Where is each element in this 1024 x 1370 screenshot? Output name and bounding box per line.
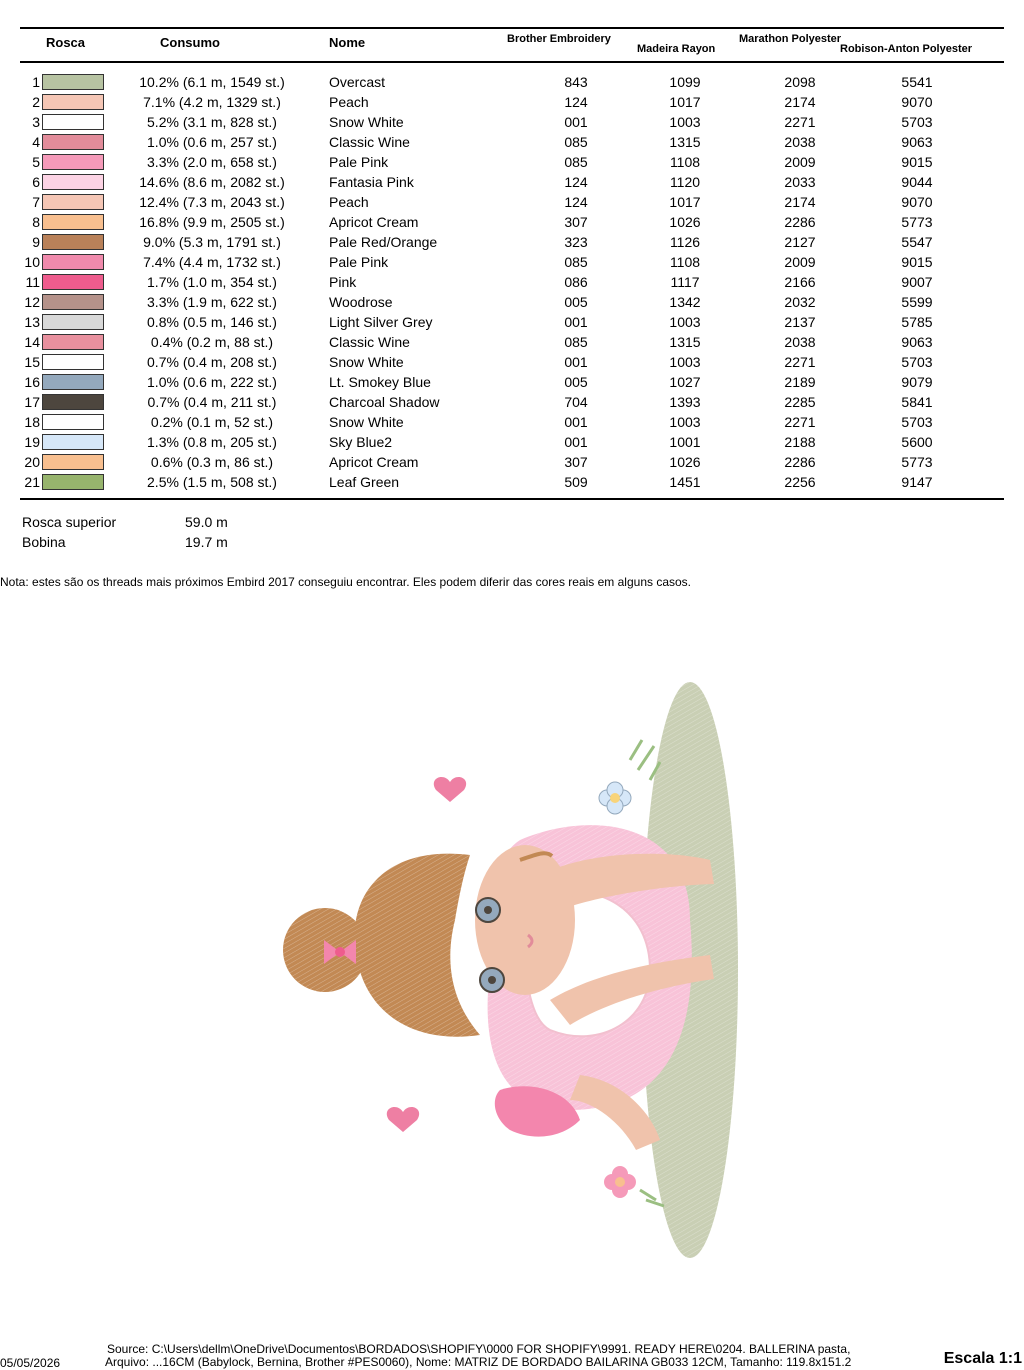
footer-source: Source: C:\Users\dellm\OneDrive\Documentos\BORDADOS\SHOPIFY\0000 FOR SHOPIFY\9991. READY HERE\0204. BALLERINA pasta,	[107, 1342, 851, 1356]
thread-number: 19	[24, 434, 40, 450]
thread-madeira-code: 1117	[670, 274, 700, 290]
thread-row	[0, 152, 1024, 172]
thread-brother-code: 086	[564, 274, 588, 290]
thread-number: 15	[24, 354, 40, 370]
thread-madeira-code: 1003	[669, 114, 701, 130]
thread-name: Classic Wine	[329, 334, 410, 350]
thread-marathon-code: 2127	[784, 234, 816, 250]
thread-madeira-code: 1026	[669, 454, 701, 470]
thread-row	[0, 392, 1024, 412]
thread-name: Pale Pink	[329, 254, 389, 270]
thread-row	[0, 192, 1024, 212]
thread-consumo: 1.0% (0.6 m, 257 st.)	[147, 134, 277, 150]
thread-number: 10	[24, 254, 40, 270]
thread-consumo: 0.8% (0.5 m, 146 st.)	[147, 314, 277, 330]
thread-madeira-code: 1003	[669, 414, 701, 430]
heart-top	[434, 777, 466, 802]
header-robison: Robison-Anton Polyester	[840, 43, 973, 55]
thread-robison-code: 9063	[901, 334, 933, 350]
footer-arquivo: Arquivo: ...16CM (Babylock, Bernina, Brother #PES0060), Nome: MATRIZ DE BORDADO BAILARINA GB033 12CM, Tamanho: 119.8x151.2	[105, 1355, 852, 1369]
thread-color-swatch	[42, 374, 104, 390]
thread-robison-code: 5773	[901, 214, 933, 230]
thread-number: 2	[32, 94, 40, 110]
thread-brother-code: 085	[564, 134, 588, 150]
heart-bottom	[387, 1107, 419, 1132]
thread-name: Lt. Smokey Blue	[329, 374, 431, 390]
header-brother: Brother Embroidery	[507, 33, 611, 45]
thread-marathon-code: 2174	[784, 194, 816, 210]
thread-row	[0, 172, 1024, 192]
thread-brother-code: 307	[564, 214, 588, 230]
thread-brother-code: 085	[564, 334, 588, 350]
thread-robison-code: 9015	[901, 254, 933, 270]
summary-top-value: 59.0 m	[185, 514, 228, 530]
thread-color-swatch	[42, 254, 104, 270]
thread-madeira-code: 1099	[669, 74, 701, 90]
thread-name: Peach	[329, 94, 369, 110]
thread-madeira-code: 1017	[669, 94, 701, 110]
thread-number: 18	[24, 414, 40, 430]
thread-madeira-code: 1120	[669, 174, 701, 190]
thread-marathon-code: 2256	[784, 474, 816, 490]
thread-name: Snow White	[329, 414, 404, 430]
thread-consumo: 1.7% (1.0 m, 354 st.)	[147, 274, 277, 290]
thread-marathon-code: 2038	[784, 134, 816, 150]
thread-color-swatch	[42, 294, 104, 310]
thread-name: Leaf Green	[329, 474, 400, 490]
thread-robison-code: 9147	[901, 474, 933, 490]
embroidery-design-preview	[270, 670, 770, 1270]
pink-flower	[604, 1166, 636, 1198]
thread-row	[0, 452, 1024, 472]
thread-madeira-code: 1342	[669, 294, 701, 310]
thread-brother-code: 001	[564, 114, 588, 130]
header-consumo: Consumo	[160, 35, 220, 50]
thread-marathon-code: 2189	[784, 374, 816, 390]
thread-consumo: 1.0% (0.6 m, 222 st.)	[147, 374, 277, 390]
thread-consumo: 0.2% (0.1 m, 52 st.)	[150, 414, 274, 430]
thread-robison-code: 9015	[901, 154, 933, 170]
summary-top-label: Rosca superior	[22, 514, 117, 530]
thread-madeira-code: 1315	[669, 134, 701, 150]
thread-name: Fantasia Pink	[329, 174, 414, 190]
thread-name: Charcoal Shadow	[329, 394, 440, 410]
thread-number: 9	[32, 234, 40, 250]
thread-madeira-code: 1393	[669, 394, 701, 410]
thread-robison-code: 9079	[901, 374, 933, 390]
thread-consumo: 10.2% (6.1 m, 1549 st.)	[139, 74, 285, 90]
thread-marathon-code: 2188	[784, 434, 816, 450]
thread-consumo: 2.5% (1.5 m, 508 st.)	[147, 474, 277, 490]
thread-madeira-code: 1108	[669, 254, 701, 270]
thread-color-swatch	[42, 94, 104, 110]
thread-number: 12	[24, 294, 40, 310]
thread-color-swatch	[42, 334, 104, 350]
thread-marathon-code: 2009	[784, 254, 816, 270]
thread-name: Snow White	[329, 114, 404, 130]
thread-name: Pale Red/Orange	[329, 234, 438, 250]
thread-consumo: 5.2% (3.1 m, 828 st.)	[147, 114, 277, 130]
thread-number: 14	[24, 334, 40, 350]
thread-brother-code: 085	[564, 254, 588, 270]
thread-number: 17	[24, 394, 40, 410]
thread-name: Pink	[329, 274, 357, 290]
thread-consumo: 3.3% (1.9 m, 622 st.)	[147, 294, 277, 310]
table-header-rule	[20, 61, 1004, 63]
thread-brother-code: 704	[564, 394, 588, 410]
thread-row	[0, 212, 1024, 232]
thread-madeira-code: 1027	[669, 374, 701, 390]
header-rosca: Rosca	[46, 35, 86, 50]
thread-robison-code: 9044	[901, 174, 933, 190]
thread-consumo: 0.7% (0.4 m, 208 st.)	[147, 354, 277, 370]
thread-marathon-code: 2271	[784, 354, 816, 370]
thread-row	[0, 472, 1024, 492]
thread-robison-code: 9070	[901, 194, 933, 210]
thread-marathon-code: 2033	[784, 174, 816, 190]
thread-brother-code: 124	[564, 174, 588, 190]
thread-row	[0, 372, 1024, 392]
thread-consumo: 0.4% (0.2 m, 88 st.)	[150, 334, 274, 350]
thread-marathon-code: 2137	[784, 314, 816, 330]
thread-madeira-code: 1315	[669, 334, 701, 350]
thread-color-swatch	[42, 474, 104, 490]
thread-robison-code: 5703	[901, 354, 933, 370]
summary-bobbin-label: Bobina	[22, 534, 66, 550]
thread-name: Classic Wine	[329, 134, 410, 150]
thread-color-swatch	[42, 274, 104, 290]
thread-row	[0, 232, 1024, 252]
thread-consumo: 12.4% (7.3 m, 2043 st.)	[139, 194, 285, 210]
thread-name: Overcast	[329, 74, 386, 90]
thread-number: 21	[24, 474, 40, 490]
thread-brother-code: 307	[564, 454, 588, 470]
thread-color-swatch	[42, 114, 104, 130]
blue-flower	[599, 782, 631, 814]
thread-consumo: 3.3% (2.0 m, 658 st.)	[147, 154, 277, 170]
thread-number: 6	[32, 174, 40, 190]
thread-color-swatch	[42, 154, 104, 170]
thread-madeira-code: 1001	[669, 434, 701, 450]
thread-row	[0, 352, 1024, 372]
thread-marathon-code: 2271	[784, 114, 816, 130]
thread-color-swatch	[42, 214, 104, 230]
table-top-rule	[20, 27, 1004, 29]
table-bottom-rule	[20, 498, 1004, 500]
thread-row	[0, 112, 1024, 132]
thread-color-swatch	[42, 454, 104, 470]
thread-color-swatch	[42, 194, 104, 210]
thread-color-swatch	[42, 234, 104, 250]
thread-marathon-code: 2271	[784, 414, 816, 430]
thread-color-swatch	[42, 74, 104, 90]
thread-row	[0, 332, 1024, 352]
thread-consumo: 7.1% (4.2 m, 1329 st.)	[143, 94, 281, 110]
thread-brother-code: 323	[564, 234, 588, 250]
thread-name: Peach	[329, 194, 369, 210]
thread-marathon-code: 2285	[784, 394, 816, 410]
thread-madeira-code: 1017	[669, 194, 701, 210]
thread-marathon-code: 2032	[784, 294, 816, 310]
thread-number: 7	[32, 194, 40, 210]
thread-row	[0, 92, 1024, 112]
thread-color-swatch	[42, 414, 104, 430]
thread-row	[0, 292, 1024, 312]
thread-marathon-code: 2166	[784, 274, 816, 290]
thread-robison-code: 5785	[901, 314, 933, 330]
thread-row	[0, 432, 1024, 452]
thread-color-swatch	[42, 394, 104, 410]
thread-robison-code: 5599	[901, 294, 933, 310]
thread-color-swatch	[42, 434, 104, 450]
thread-row	[0, 252, 1024, 272]
thread-number: 16	[24, 374, 40, 390]
thread-brother-code: 124	[564, 194, 588, 210]
thread-madeira-code: 1003	[669, 314, 701, 330]
thread-name: Apricot Cream	[329, 454, 419, 470]
header-marathon: Marathon Polyester	[739, 33, 842, 45]
thread-consumo: 0.7% (0.4 m, 211 st.)	[147, 394, 277, 410]
thread-robison-code: 5703	[901, 114, 933, 130]
thread-consumo: 9.0% (5.3 m, 1791 st.)	[143, 234, 281, 250]
thread-robison-code: 9063	[901, 134, 933, 150]
thread-marathon-code: 2286	[784, 454, 816, 470]
thread-madeira-code: 1003	[669, 354, 701, 370]
thread-brother-code: 001	[564, 354, 588, 370]
thread-robison-code: 9070	[901, 94, 933, 110]
thread-color-swatch	[42, 314, 104, 330]
thread-brother-code: 001	[564, 314, 588, 330]
header-nome: Nome	[329, 35, 366, 50]
thread-robison-code: 5547	[901, 234, 933, 250]
thread-row	[0, 312, 1024, 332]
thread-color-swatch	[42, 174, 104, 190]
thread-marathon-code: 2174	[784, 94, 816, 110]
thread-color-swatch	[42, 134, 104, 150]
thread-madeira-code: 1108	[669, 154, 701, 170]
thread-number: 4	[32, 134, 40, 150]
thread-number: 13	[24, 314, 40, 330]
thread-name: Pale Pink	[329, 154, 389, 170]
thread-name: Woodrose	[329, 294, 393, 310]
thread-consumo: 1.3% (0.8 m, 205 st.)	[147, 434, 277, 450]
thread-row	[0, 412, 1024, 432]
thread-brother-code: 085	[564, 154, 588, 170]
thread-robison-code: 5703	[901, 414, 933, 430]
thread-row	[0, 272, 1024, 292]
thread-brother-code: 001	[564, 414, 588, 430]
summary-bobbin-value: 19.7 m	[185, 534, 228, 550]
thread-robison-code: 5541	[901, 74, 933, 90]
thread-madeira-code: 1026	[669, 214, 701, 230]
note-text: Nota: estes são os threads mais próximos Embird 2017 conseguiu encontrar. Eles podem diferir das cores reais em alguns casos.	[0, 575, 692, 589]
thread-row	[0, 132, 1024, 152]
thread-number: 8	[32, 214, 40, 230]
header-madeira: Madeira Rayon	[637, 43, 716, 55]
thread-robison-code: 9007	[901, 274, 933, 290]
thread-name: Snow White	[329, 354, 404, 370]
thread-consumo: 14.6% (8.6 m, 2082 st.)	[139, 174, 285, 190]
thread-consumo: 0.6% (0.3 m, 86 st.)	[150, 454, 274, 470]
thread-name: Apricot Cream	[329, 214, 419, 230]
footer-scale: Escala 1:1	[943, 1350, 1022, 1367]
thread-name: Light Silver Grey	[329, 314, 433, 330]
thread-consumo: 7.4% (4.4 m, 1732 st.)	[143, 254, 281, 270]
thread-marathon-code: 2286	[784, 214, 816, 230]
thread-brother-code: 001	[564, 434, 588, 450]
thread-robison-code: 5773	[901, 454, 933, 470]
thread-marathon-code: 2038	[784, 334, 816, 350]
thread-brother-code: 843	[564, 74, 588, 90]
thread-brother-code: 005	[564, 374, 588, 390]
footer-date: 05/05/2026	[0, 1356, 61, 1370]
thread-robison-code: 5600	[901, 434, 933, 450]
thread-brother-code: 509	[564, 474, 588, 490]
thread-brother-code: 005	[564, 294, 588, 310]
thread-number: 1	[32, 74, 40, 90]
thread-number: 3	[32, 114, 40, 130]
thread-madeira-code: 1451	[669, 474, 701, 490]
thread-consumo: 16.8% (9.9 m, 2505 st.)	[139, 214, 285, 230]
thread-marathon-code: 2098	[784, 74, 816, 90]
thread-brother-code: 124	[564, 94, 588, 110]
thread-number: 5	[32, 154, 40, 170]
thread-row	[0, 72, 1024, 92]
thread-color-swatch	[42, 354, 104, 370]
thread-marathon-code: 2009	[784, 154, 816, 170]
thread-name: Sky Blue2	[329, 434, 393, 450]
thread-robison-code: 5841	[901, 394, 933, 410]
thread-madeira-code: 1126	[669, 234, 701, 250]
thread-number: 11	[25, 274, 40, 290]
thread-number: 20	[24, 454, 40, 470]
